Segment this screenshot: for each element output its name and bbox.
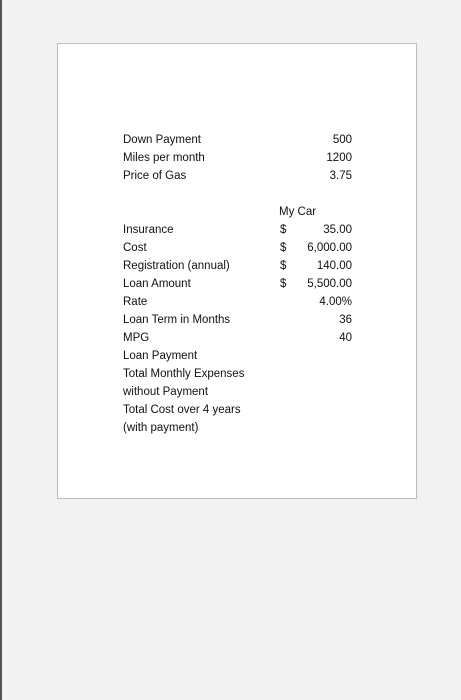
cost-value: 6,000.00 (307, 242, 352, 254)
without-payment-label: without Payment (123, 386, 209, 398)
miles-per-month-label: Miles per month (123, 152, 205, 164)
window-left-border (0, 0, 2, 700)
down-payment-value: 500 (332, 134, 352, 146)
loan-amount-currency: $ (280, 278, 287, 290)
loan-term-label: Loan Term in Months (123, 314, 231, 326)
mpg-label: MPG (123, 332, 150, 344)
total-monthly-expenses-label: Total Monthly Expenses (123, 368, 245, 380)
price-of-gas-label: Price of Gas (123, 170, 187, 182)
with-payment-label: (with payment) (123, 422, 199, 434)
insurance-value: 35.00 (323, 224, 352, 236)
mpg-value: 40 (339, 332, 352, 344)
my-car-header: My Car (279, 206, 317, 218)
insurance-currency: $ (280, 224, 287, 236)
loan-amount-label: Loan Amount (123, 278, 191, 290)
loan-term-value: 36 (339, 314, 352, 326)
rate-value: 4.00% (319, 296, 352, 308)
down-payment-label: Down Payment (123, 134, 201, 146)
rate-label: Rate (123, 296, 148, 308)
document-page (57, 43, 417, 499)
insurance-label: Insurance (123, 224, 174, 236)
loan-amount-value: 5,500.00 (307, 278, 352, 290)
registration-currency: $ (280, 260, 287, 272)
miles-per-month-value: 1200 (326, 152, 352, 164)
loan-payment-label: Loan Payment (123, 350, 198, 362)
cost-currency: $ (280, 242, 287, 254)
registration-label: Registration (annual) (123, 260, 230, 272)
registration-value: 140.00 (316, 260, 352, 272)
total-cost-label: Total Cost over 4 years (123, 404, 241, 416)
price-of-gas-value: 3.75 (329, 170, 352, 182)
cost-label: Cost (123, 242, 147, 254)
